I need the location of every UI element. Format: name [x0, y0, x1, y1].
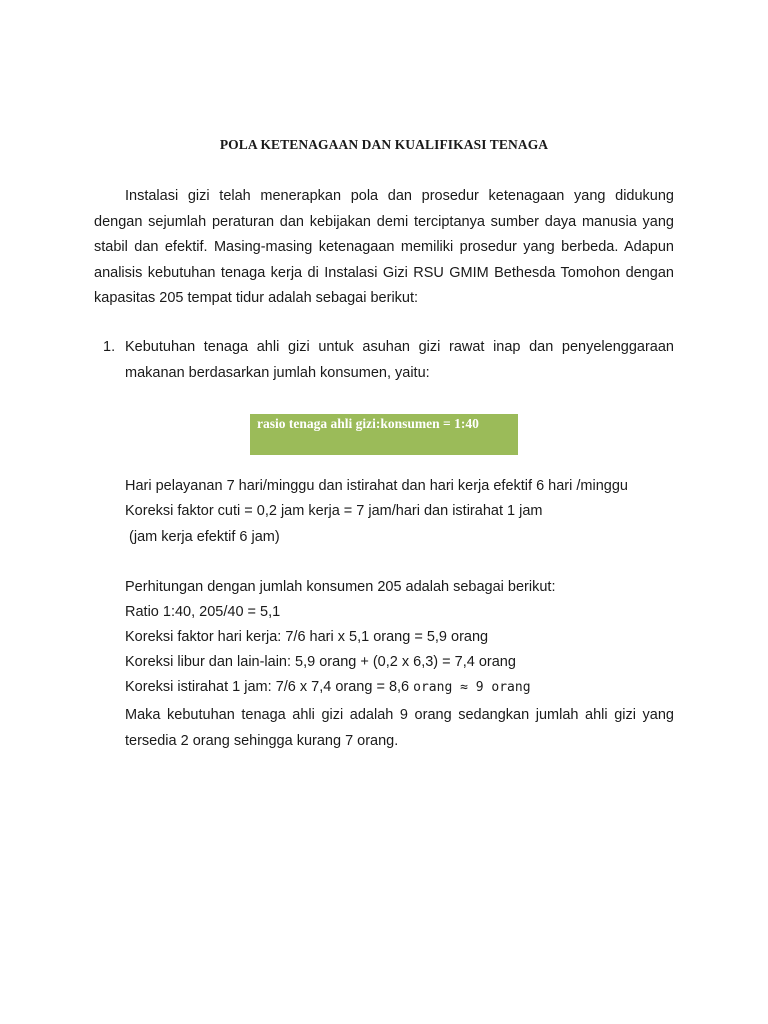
ratio-highlight-box	[250, 414, 518, 455]
list-item-text: Kebutuhan tenaga ahli gizi untuk asuhan gizi rawat inap dan penyelenggaraan makanan berdasarkan jumlah konsumen, yaitu:	[125, 339, 674, 381]
workday-correction-line: Koreksi faktor hari kerja: 7/6 hari x 5,1 orang = 5,9 orang	[125, 629, 489, 645]
rest-correction-result: orang ≈ 9 orang	[413, 680, 531, 695]
ratio-text: rasio tenaga ahli gizi:konsumen = 1:40	[257, 416, 479, 431]
conclusion-paragraph: Maka kebutuhan tenaga ahli gizi adalah 9 orang sedangkan jumlah ahli gizi yang tersedia 2 orang sehingga kurang 7 orang.	[125, 707, 674, 749]
service-days-line: Hari pelayanan 7 hari/minggu dan istirahat dan hari kerja efektif 6 hari /minggu	[125, 478, 628, 494]
rest-correction-text: Koreksi istirahat 1 jam: 7/6 x 7,4 orang = 8,6	[125, 679, 414, 695]
leave-correction-line: Koreksi faktor cuti = 0,2 jam kerja = 7 jam/hari dan istirahat 1 jam	[125, 503, 543, 519]
rest-correction-line	[125, 679, 531, 695]
document-title: POLA KETENAGAAN DAN KUALIFIKASI TENAGA	[219, 137, 549, 152]
holiday-correction-line: Koreksi libur dan lain-lain: 5,9 orang + (0,2 x 6,3) = 7,4 orang	[125, 654, 516, 670]
intro-paragraph: Instalasi gizi telah menerapkan pola dan prosedur ketenagaan yang didukung dengan sejumlah peraturan dan kebijakan demi terciptanya sumber daya manusia yang stabil dan efektif. Masing-masing ketenagaan memiliki prosedur yang berbeda. Adapun analisis kebutuhan tenaga kerja di Instalasi Gizi RSU GMIM Bethesda Tomohon dengan kapasitas 205 tempat tidur adalah sebagai berikut:	[94, 188, 674, 306]
ratio-calculation-line: Ratio 1:40, 205/40 = 5,1	[125, 604, 281, 620]
page-content	[94, 0, 674, 1024]
calculation-heading: Perhitungan dengan jumlah konsumen 205 adalah sebagai berikut:	[125, 579, 556, 595]
list-number: 1.	[103, 339, 116, 355]
effective-hours-line: (jam kerja efektif 6 jam)	[125, 529, 280, 545]
